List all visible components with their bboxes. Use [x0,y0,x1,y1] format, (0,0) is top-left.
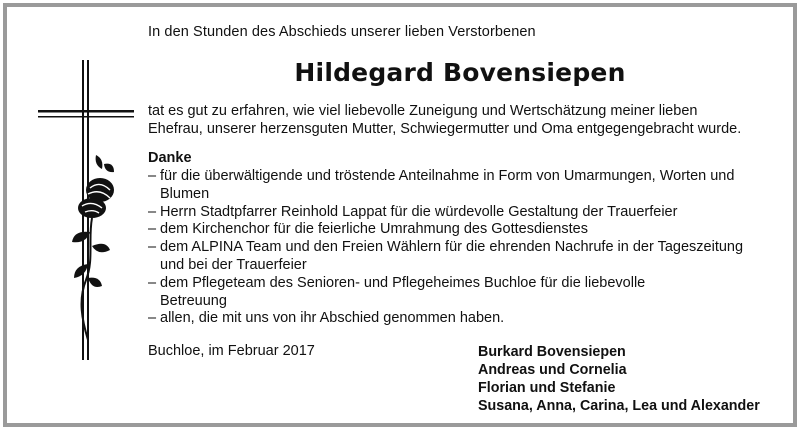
dash: – [148,221,157,238]
signer-line: Burkard Bovensiepen [478,344,626,360]
list-line: allen, die mit uns von ihr Abschied genommen haben. [160,310,505,327]
list-item [148,168,788,204]
signers [478,343,760,415]
dash: – [148,168,157,184]
list-line: dem Kirchenchor für die feierliche Umrahmung des Gottesdienstes [160,221,588,238]
danke-heading: Danke [148,150,192,166]
list-line: Betreuung [160,292,227,309]
list-item [148,239,788,275]
place-date: Buchloe, im Februar 2017 [148,343,315,359]
signer-line: Susana, Anna, Carina, Lea und Alexander [478,398,760,414]
signer-line: Florian und Stefanie [478,380,616,396]
deceased-name: Hildegard Bovensiepen [294,58,626,87]
dash: – [148,203,157,220]
signer-line: Andreas und Cornelia [478,362,627,378]
dash: – [148,310,157,327]
thanks-line: Ehefrau, unserer herzensguten Mutter, Schwiegermutter und Oma entgegengebracht wurde. [148,120,742,137]
dash: – [148,274,157,291]
list-line: dem Pflegeteam des Senioren- und Pflegeheimes Buchloe für die liebevolle [160,274,646,291]
list-line: und bei der Trauerfeier [160,256,307,273]
list-line: für die überwältigende und tröstende Anteilnahme in Form von Umarmungen, Worten und [160,168,735,184]
intro-text: In den Stunden des Abschieds unserer lieben Verstorbenen [148,24,536,40]
cross-with-rose-icon [38,60,138,360]
list-item [148,221,788,239]
list-item [148,275,788,311]
list-line: Blumen [160,185,210,202]
thanks-list [148,168,788,328]
list-item [148,310,788,328]
dash: – [148,239,157,256]
list-line: Herrn Stadtpfarrer Reinhold Lappat für die würdevolle Gestaltung der Trauerfeier [160,203,678,220]
list-line: dem ALPINA Team und den Freien Wählern für die ehrenden Nachrufe in der Tageszeitung [160,239,744,256]
thanks-paragraph [148,103,778,139]
list-item [148,204,788,222]
thanks-line: tat es gut zu erfahren, wie viel liebevolle Zuneigung und Wertschätzung meiner lieben [148,103,698,119]
